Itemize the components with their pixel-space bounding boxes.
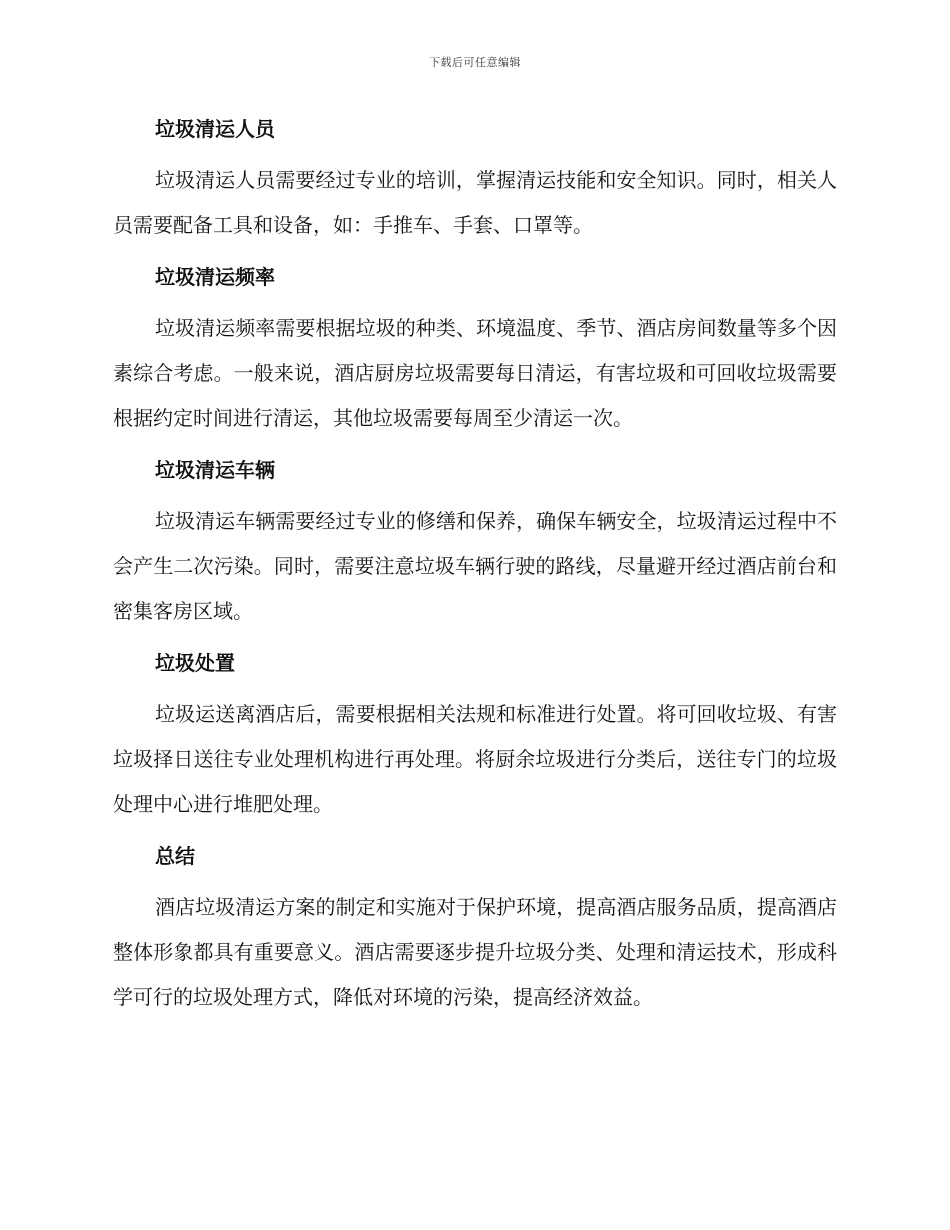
document-body (113, 112, 837, 1032)
section-heading: 垃圾清运频率 (155, 265, 275, 289)
section-heading: 总结 (155, 844, 195, 868)
section-paragraph: 垃圾运送离酒店后，需要根据相关法规和标准进行处置。将可回收垃圾、有害垃圾择日送往专业处理机构进行再处理。将厨余垃圾进行分类后，送往专门的垃圾处理中心进行堆肥处理。 (113, 702, 837, 816)
section-heading: 垃圾清运车辆 (155, 458, 275, 482)
section-vehicles (113, 453, 837, 634)
section-heading: 垃圾处置 (155, 651, 235, 675)
section-summary (113, 839, 837, 1020)
section-disposal (113, 646, 837, 827)
section-paragraph: 垃圾清运人员需要经过专业的培训，掌握清运技能和安全知识。同时，相关人员需要配备工具和设备，如：手推车、手套、口罩等。 (113, 168, 837, 237)
section-frequency (113, 260, 837, 441)
section-paragraph: 垃圾清运车辆需要经过专业的修缮和保养，确保车辆安全，垃圾清运过程中不会产生二次污染。同时，需要注意垃圾车辆行驶的路线，尽量避开经过酒店前台和密集客房区域。 (113, 509, 837, 623)
section-heading: 垃圾清运人员 (155, 117, 275, 141)
section-personnel (113, 112, 837, 248)
page-header-note: 下载后可任意编辑 (429, 56, 521, 69)
section-paragraph: 垃圾清运频率需要根据垃圾的种类、环境温度、季节、酒店房间数量等多个因素综合考虑。一般来说，酒店厨房垃圾需要每日清运，有害垃圾和可回收垃圾需要根据约定时间进行清运，其他垃圾需要每周至少清运一次。 (113, 316, 837, 430)
section-paragraph: 酒店垃圾清运方案的制定和实施对于保护环境，提高酒店服务品质，提高酒店整体形象都具有重要意义。酒店需要逐步提升垃圾分类、处理和清运技术，形成科学可行的垃圾处理方式，降低对环境的污染，提高经济效益。 (113, 895, 837, 1009)
